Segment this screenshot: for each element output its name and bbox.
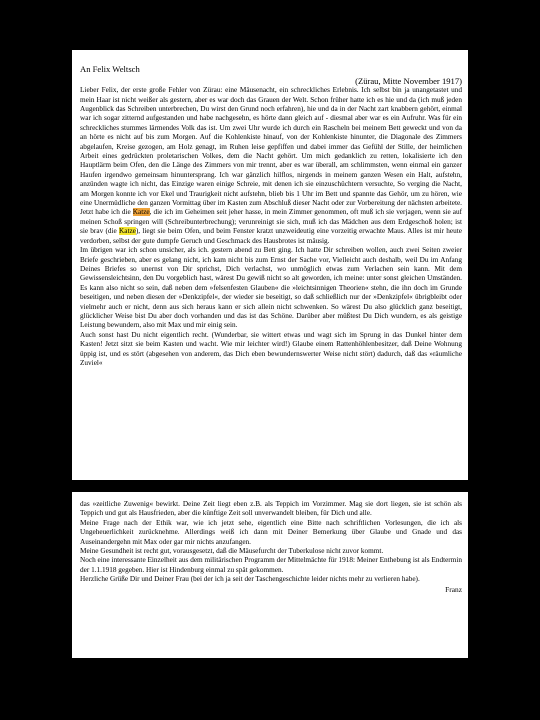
letter-page-1	[72, 50, 468, 480]
recipient-line: An Felix Weltsch	[80, 64, 140, 74]
paragraph-health: Meine Gesundheit ist recht gut, vorausgesetzt, daß die Mäusefurcht der Tuberkulose nicht zuvor kommt.	[80, 547, 384, 556]
paragraph-belief: Im übrigen war ich schon unsicher, als ich. gestern abend zu Bett ging. Ich hatte Dir schreiben wollen, auch zwei Seiten zweier Briefe geschrieben, aber es gelang nicht, ich kam nicht bis zum Ernst der Sache vor, Vielleicht auch deshalb, weil Du im Anfang Deines Briefes so unernst von Dir sprichst, Dich verlachst, wo unmöglich etwas zum Verlachen sein kann. Mit dem Gewissensleichtsinn, den Du vorgeblich hast, wärest Du gewiß nicht so alt geworden, ich meine: unter sonst gleichen Umständen. Es kann also nicht so sein, daß neben dem »felsenfesten Glauben« die »leichtsinnigen Theorien« stehn, die ihn doch im Grunde beseitigen, und neben diesen der »Denkzipfel«, der wieder sie beseitigt, so daß schließlich nur der »Denkzipfel« übrigbleibt oder vielmehr auch er nicht, denn aus sich heraus kann er sich allein nicht schwenken. So wärest Du also glücklich ganz beseitigt, glücklicher Weise bist Du aber doch vorhanden und das ist das Schöne. Darüber aber müßtest Du Dich wundern, es als geistige Leistung bewundern, also mit Max und mir einig sein.	[80, 246, 462, 330]
signature: Franz	[445, 584, 462, 594]
paragraph-text: , die ich im Geheimen seit jeher hasse, in mein Zimmer genommen, oft muß ich sie verjagen, wenn sie auf meinen Schoß springen will (Schreibunterbrechung); verunreinigt sie sich, muß ich das Mädchen aus dem Erdgeschoß holen; ist sie brav (die	[80, 208, 463, 236]
letter-page-2	[72, 492, 468, 658]
highlight-katze-1[interactable]: Katze	[132, 208, 150, 217]
highlight-katze-2[interactable]: Katze	[118, 227, 136, 236]
paragraph-apartment: Auch sonst hast Du nicht eigentlich recht. (Wunderbar, sie wittert etwas und wagt sich im Sprung in das Dunkel hinter dem Kasten! Jetzt sitzt sie beim Kasten und wacht. Wie mir leichter wird!) Glaube einem Rattenhöhlenbesitzer, daß Deine Wohnung üppig ist, und es stört (abgesehen von anderem, das Dich eben bewundernswerter Weise nicht stört) dadurch, daß das »räumliche Zuviel«	[80, 330, 462, 367]
paragraph-ethics: Meine Frage nach der Ethik war, wie ich jetzt sehe, eigentlich eine Bitte nach schriftlichen Vorlesungen, die ich als Ungeheuerlichkeit zurücknehme. Allerdings weiß ich dann mit Deiner Bemerkung über Glaube und Gnade und das Auseinandergehn mit Max oder gar mir nichts anzufangen.	[80, 518, 462, 546]
date-line: (Zürau, Mitte November 1917)	[355, 75, 462, 86]
paragraph-text: ), liegt sie beim Ofen, und beim Fenster kratzt unzweideutig eine vorzeitig erwachte Maus. Alles ist mir heute verdorben, selbst der gute dumpfe Geruch und Geschmack des Hausbrotes ist mäusig.	[80, 227, 462, 245]
paragraph-greetings: Herzliche Grüße Dir und Deiner Frau (bei der ich ja seit der Taschengeschichte leider nichts mehr zu verlieren habe).	[80, 575, 420, 584]
paragraph-military: Noch eine interessante Einzelheit aus dem militärischen Programm der Mittelmächte für 1918: Meiner Enthebung ist als Endtermin der 1.1.1918 gegeben. Hier ist Hindenburg einmal zu spät gekommen.	[80, 556, 462, 574]
paragraph-text: Lieber Felix, der erste große Fehler von Zürau: eine Mäusenacht, ein schreckliches Erlebnis. Ich selbst bin ja unangetastet und mein Haar ist nicht weißer als gestern, aber es war doch das Grauen der Welt. Schon früher hatte ich es hie und da (ich muß jeden Augenblick das Schreiben unterbrechen, Du wirst den Grund noch erfahren), hie und da in der Nacht zart knabbern gehört, einmal war ich sogar zitternd aufgestanden und habe nachgesehn, es hörte dann gleich auf - diesmal aber war es ein Aufruhr. Was für ein schreckliches stummes lärmendes Volk das ist. Um zwei Uhr wurde ich durch ein Rascheln bei meinem Bett geweckt und von da an hörte es nicht auf bis zum Morgen. Auf die Kohlenkiste hinauf, von der Kohlenkiste hinunter, die Diagonale des Zimmers abgelaufen, Kreise gezogen, am Holz genagt, im Ruhen leise gepfiffen und dabei immer das Gefühl der Stille, der heimlichen Arbeit eines gedrückten proletarischen Volkes, dem die Nacht gehört. Um mich gedanklich zu retten, lokalisierte ich den Hauptlärm beim Ofen, den die Länge des Zimmers von mir trennt, aber es war überall, am schlimmsten, wenn einmal ein ganzer Haufen irgendwo gemeinsam hinuntersprang. Ich war gänzlich hilflos, nirgends in meinem ganzen Wesen ein Halt, aufstehn, anzünden wagte ich nicht, das Einzige waren einige Schreie, mit denen ich sie einzuschüchtern versuchte, So verging die Nacht, am Morgen konnte ich vor Ekel und Traurigkeit nicht aufstehn, blieb bis 1 Uhr im Bett und spannte das Gehör, um zu hören, wie eine Unermüdliche den ganzen Vormittag über im Kasten zum Abschluß dieser Nacht oder zur Vorbereitung der nächsten arbeitete. Jetzt habe ich die	[80, 86, 462, 217]
paragraph-time: das »zeitliche Zuwenig« bewirkt. Deine Zeit liegt eben z.B. als Teppich im Vorzimmer. Mag sie dort liegen, sie ist schön als Teppich und gut als Hausfrieden, aber die künftige Zeit soll unverwandelt bleiben, für Dich und alle.	[80, 500, 462, 518]
paragraph-mouse-night	[80, 86, 462, 246]
